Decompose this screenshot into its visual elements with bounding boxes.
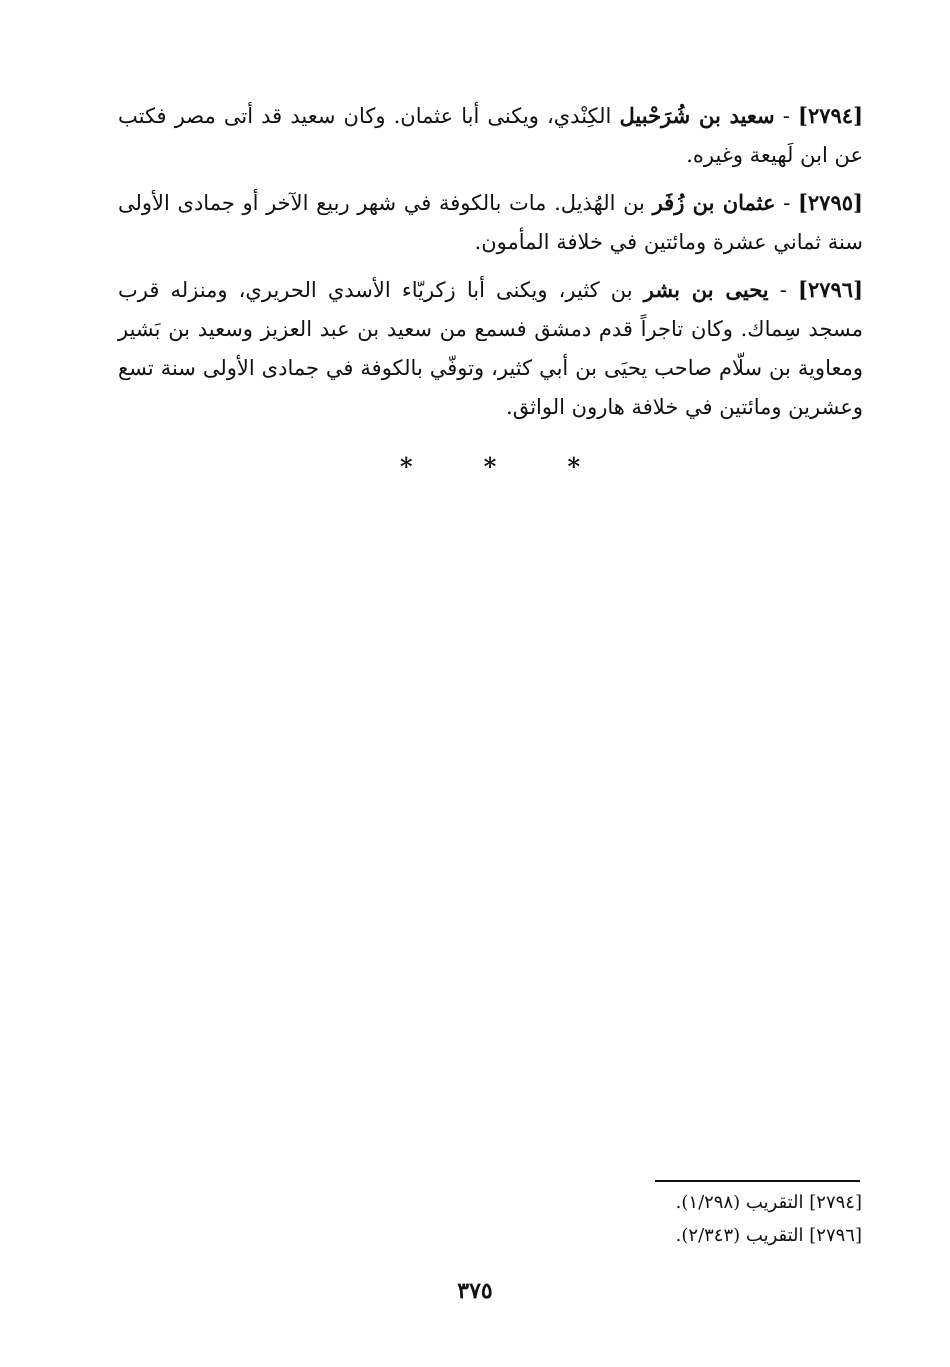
entry-2796: [٢٧٩٦] - يحيى بن بشر بن كثير، ويكنى أبا زكريّاء الأسدي الحريري، ومنزله قرب مسجد سِماك. وكان تاجراً قدم دمشق فسمع من سعيد بن عبد العزيز وسعيد بن بَشير ومعاوية بن سلّام صاحب يحيَى بن أبي كثير، وتوفّي بالكوفة في جمادى الأولى سنة تسع وعشرين ومائتين في خلافة هارون الواثق. <box>118 277 864 419</box>
section-separator <box>400 452 580 481</box>
page-number: ٣٧٥ <box>457 1278 493 1304</box>
entry-number: [٢٧٩٦] <box>798 277 864 302</box>
asterisk-icon: * <box>483 452 497 481</box>
main-text <box>118 96 863 435</box>
footnotes <box>560 1186 862 1252</box>
entry-text: الكِنْدي، ويكنى أبا عثمان. وكان سعيد قد أتى مصر فكتب عن ابن لَهيعة وغيره. <box>118 104 863 167</box>
asterisk-icon: * <box>567 452 580 481</box>
entry-2795: [٢٧٩٥] - عثمان بن زُفَر بن الهُذيل. مات بالكوفة في شهر ربيع الآخر أو جمادى الأولى سنة ثماني عشرة ومائتين في خلافة المأمون. <box>118 190 863 254</box>
entry-2794: [٢٧٩٤] - سعيد بن شُرَحْبيل الكِنْدي، ويكنى أبا عثمان. وكان سعيد قد أتى مصر فكتب عن ابن لَهيعة وغيره. <box>118 103 864 167</box>
footnote-number: [٢٧٩٦] <box>809 1225 862 1246</box>
entry-number: [٢٧٩٥] <box>797 190 863 215</box>
footnote-number: [٢٧٩٤] <box>809 1192 862 1213</box>
footnote-text: التقريب (١/٢٩٨). <box>675 1192 810 1213</box>
footnote-2796 <box>560 1219 862 1252</box>
entry-text: بن الهُذيل. مات بالكوفة في شهر ربيع الآخر أو جمادى الأولى سنة ثماني عشرة ومائتين في خلافة المأمون. <box>118 191 863 254</box>
entry-name: عثمان بن زُفَر <box>652 190 776 215</box>
entry-number: [٢٧٩٤] <box>798 103 864 128</box>
entry-name: يحيى بن بشر <box>643 277 769 302</box>
footnote-2794 <box>560 1186 862 1219</box>
entry-text: بن كثير، ويكنى أبا زكريّاء الأسدي الحريري، ومنزله قرب مسجد سِماك. وكان تاجراً قدم دمشق فسمع من سعيد بن عبد العزيز وسعيد بن بَشير ومعاوية بن سلّام صاحب يحيَى بن أبي كثير، وتوفّي بالكوفة في جمادى الأولى سنة تسع وعشرين ومائتين في خلافة هارون الواثق. <box>118 278 863 419</box>
asterisk-icon: * <box>400 452 413 481</box>
footnote-divider <box>655 1180 860 1182</box>
footnote-text: التقريب (٢/٣٤٣). <box>675 1225 810 1246</box>
entry-name: سعيد بن شُرَحْبيل <box>619 103 775 128</box>
